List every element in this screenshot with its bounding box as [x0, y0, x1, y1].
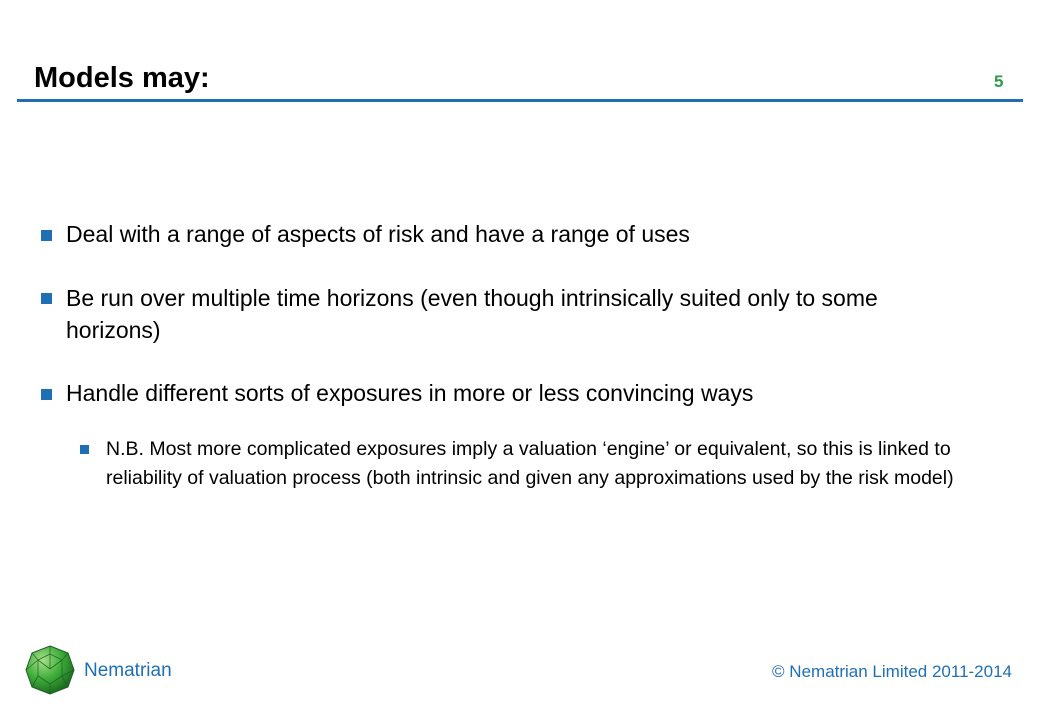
sub-bullet-square-icon [80, 445, 89, 454]
bullet-item: Deal with a range of aspects of risk and have a range of uses [66, 221, 690, 247]
title-divider [17, 99, 1023, 102]
slide-title: Models may: [34, 62, 210, 94]
slide-number: 5 [994, 72, 1004, 91]
bullet-square-icon [41, 230, 52, 241]
sub-bullet-item: N.B. Most more complicated exposures imply a valuation ‘engine’ or equivalent, so this is linked to reliability of valuation process (both intrinsic and given any approximations used by the risk model) [106, 438, 954, 489]
bullet-item: Handle different sorts of exposures in more or less convincing ways [66, 380, 754, 406]
footer-copyright: © Nematrian Limited 2011-2014 [772, 662, 1012, 681]
bullet-square-icon [41, 389, 52, 400]
bullet-item: Be run over multiple time horizons (even though intrinsically suited only to some horizons) [66, 285, 878, 343]
footer-brand: Nematrian [84, 660, 172, 681]
bullet-square-icon [41, 293, 52, 304]
green-polyhedron-logo-icon [24, 644, 76, 696]
